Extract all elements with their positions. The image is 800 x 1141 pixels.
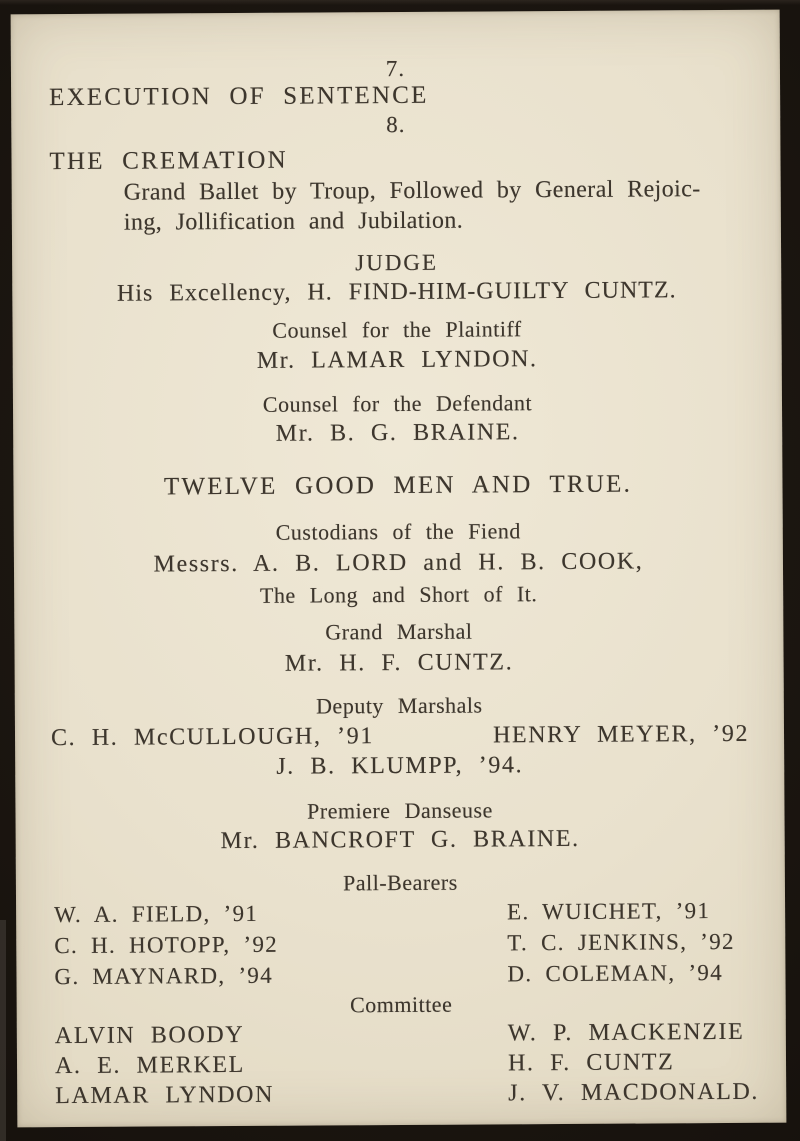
deputy-marshal-right: HENRY MEYER, ’92 xyxy=(492,720,750,749)
committee-member-left-1: ALVIN BOODY xyxy=(54,1021,245,1050)
committee-member-right-2: H. F. CUNTZ xyxy=(507,1049,675,1077)
program-item-number-8: 8. xyxy=(386,111,406,138)
program-item-title-execution-of-sentence: EXECUTION OF SENTENCE xyxy=(49,81,429,112)
grand-marshal-name: Mr. H. F. CUNTZ. xyxy=(284,649,514,677)
premiere-danseuse-heading: Premiere Danseuse xyxy=(307,797,493,824)
committee-member-right-3: J. V. MACDONALD. xyxy=(508,1078,760,1107)
pall-bearer-left-3: G. MAYNARD, ’94 xyxy=(54,962,274,990)
committee-member-left-3: LAMAR LYNDON xyxy=(55,1081,275,1110)
pall-bearer-right-3: D. COLEMAN, ’94 xyxy=(507,960,724,987)
custodians-heading: Custodians of the Fiend xyxy=(275,518,521,545)
counsel-plaintiff-heading: Counsel for the Plaintiff xyxy=(272,316,522,343)
photo-edge-strip xyxy=(0,920,6,1141)
counsel-defendant-heading: Counsel for the Defendant xyxy=(262,390,533,417)
judge-heading: JUDGE xyxy=(355,249,439,276)
jury-line: TWELVE GOOD MEN AND TRUE. xyxy=(163,470,633,501)
judge-name: His Excellency, H. FIND-HIM-GUILTY CUNTZ. xyxy=(116,277,677,307)
premiere-danseuse-name: Mr. BANCROFT G. BRAINE. xyxy=(220,825,580,855)
pall-bearer-left-1: W. A. FIELD, ’91 xyxy=(54,900,259,928)
custodians-tagline: The Long and Short of It. xyxy=(259,581,538,608)
counsel-plaintiff-name: Mr. LAMAR LYNDON. xyxy=(256,346,538,374)
pall-bearers-heading: Pall-Bearers xyxy=(342,869,458,896)
deputy-marshal-center: J. B. KLUMPP, ’94. xyxy=(276,752,524,780)
grand-marshal-heading: Grand Marshal xyxy=(325,618,473,645)
deputy-marshal-left: C. H. McCULLOUGH, ’91 xyxy=(50,723,375,752)
pall-bearer-right-2: T. C. JENKINS, ’92 xyxy=(507,928,735,956)
program-item-title-the-cremation: THE CREMATION xyxy=(49,146,288,176)
deputy-marshals-heading: Deputy Marshals xyxy=(316,692,483,719)
committee-heading: Committee xyxy=(349,991,453,1018)
photo-edge-highlight xyxy=(0,0,800,5)
program-page xyxy=(11,10,787,1128)
custodians-names: Messrs. A. B. LORD and H. B. COOK, xyxy=(153,548,644,578)
counsel-defendant-name: Mr. B. G. BRAINE. xyxy=(275,419,520,447)
cremation-description-line-1: Grand Ballet by Troup, Followed by General Rejoic- xyxy=(123,176,701,206)
program-item-number-7: 7. xyxy=(385,55,406,82)
cremation-description-line-2: ing, Jollification and Jubilation. xyxy=(123,207,464,236)
pall-bearer-left-2: C. H. HOTOPP, ’92 xyxy=(54,931,279,959)
committee-member-right-1: W. P. MACKENZIE xyxy=(507,1018,745,1047)
committee-member-left-2: A. E. MERKEL xyxy=(54,1051,245,1080)
pall-bearer-right-1: E. WUICHET, ’91 xyxy=(507,898,711,925)
